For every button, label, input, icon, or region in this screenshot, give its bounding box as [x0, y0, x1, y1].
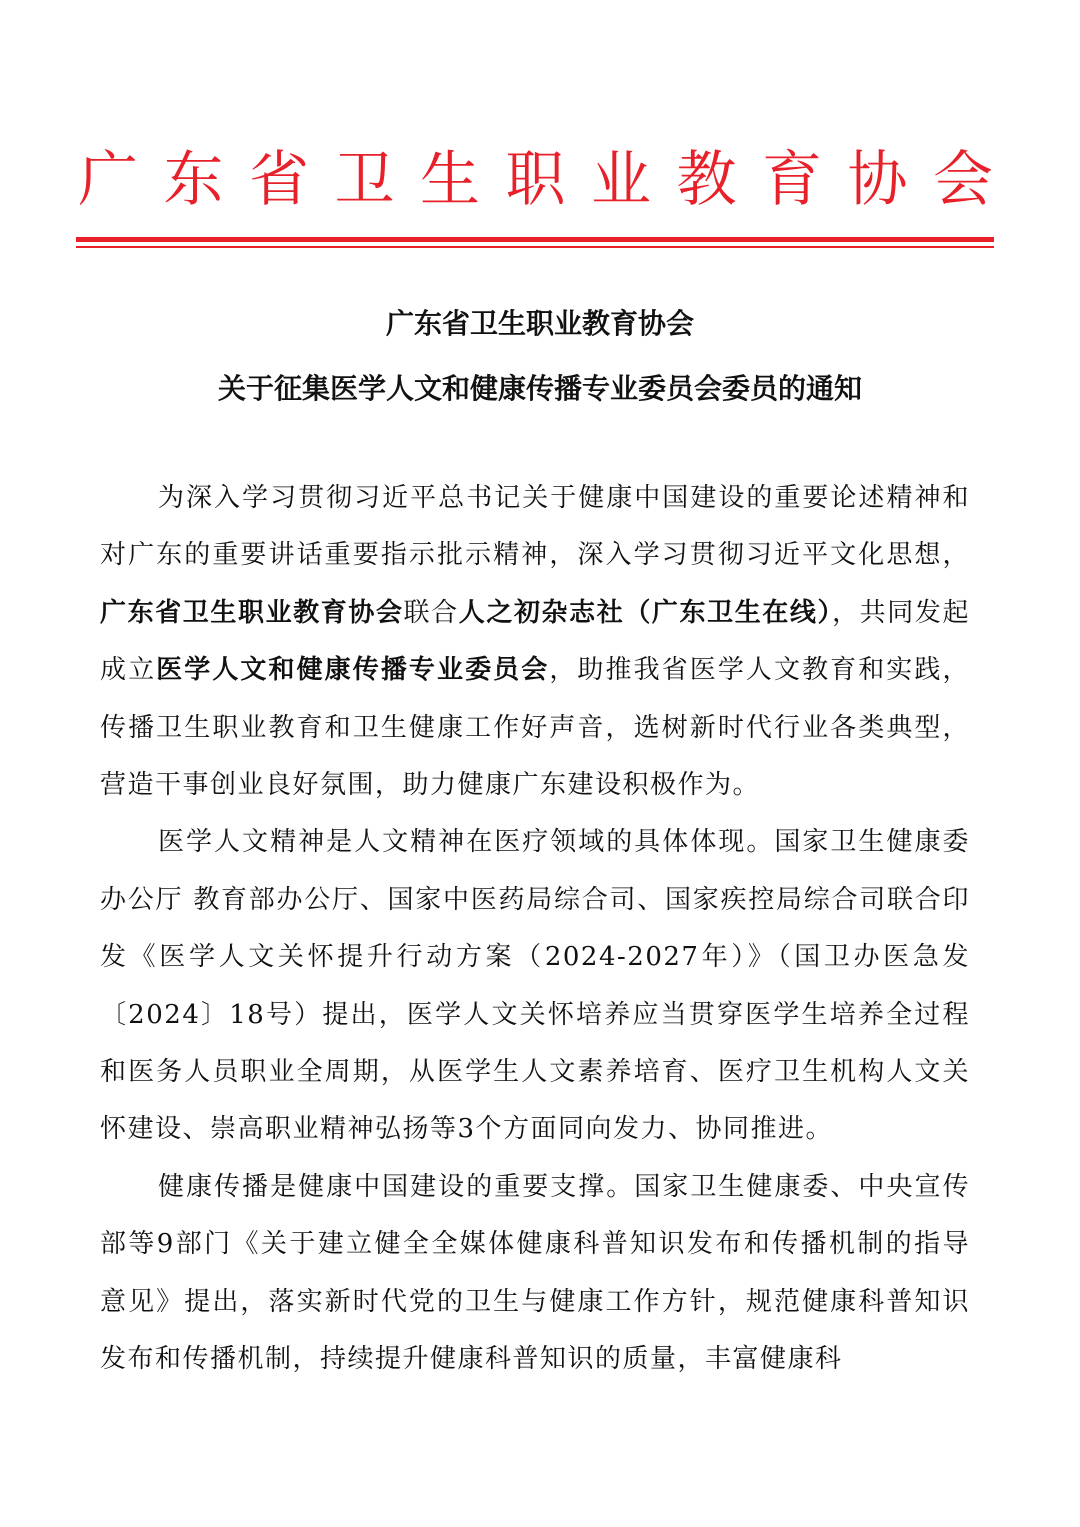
letterhead-char: 卫	[334, 145, 395, 215]
document-title-line-2: 关于征集医学人文和健康传播专业委员会委员的通知	[217, 372, 862, 405]
letterhead-char: 教	[676, 145, 737, 215]
paragraph-2: 医学人文精神是人文精神在医疗领域的具体体现。国家卫生健康委办公厅 教育部办公厅、国家中医药局综合司、国家疾控局综合司联合印发《医学人文关怀提升行动方案（2024-2027年）》（国卫办医急发〔2024〕18号）提出，医学人文关怀培养应当贯穿医学生培养全过程和医务人员职业全周期，从医学生人文素养培育、医疗卫生机构人文关怀建设、崇高职业精神弘扬等3个方面同向发力、协同推进。	[100, 827, 970, 1145]
paragraph-3: 健康传播是健康中国建设的重要支撑。国家卫生健康委、中央宣传部等9部门《关于建立健全全媒体健康科普知识发布和传播机制的指导意见》提出，落实新时代党的卫生与健康工作方针，规范健康科普知识发布和传播机制，持续提升健康科普知识的质量，丰富健康科	[100, 1171, 970, 1375]
paragraph-text: ，共同发起成立	[100, 597, 970, 686]
document-body	[100, 470, 970, 1389]
paragraph-text: 为深入学习贯彻习近平总书记关于健康中国建设的重要论述精神和对广东的重要讲话重要指示批示精神，深入学习贯彻习近平文化思想，	[100, 483, 970, 571]
bold-org-name: 广东省卫生职业教育协会	[100, 597, 404, 628]
letterhead-char: 广	[78, 145, 138, 215]
letterhead-char: 职	[505, 145, 566, 215]
letterhead-char: 会	[933, 145, 993, 215]
bold-committee-name: 医学人文和健康传播专业委员会	[156, 655, 550, 686]
letterhead-org-name	[78, 140, 993, 220]
letterhead-char: 育	[762, 145, 822, 215]
letterhead-char: 省	[249, 145, 309, 215]
letterhead-char: 生	[420, 145, 480, 215]
paragraph-text: 联合	[403, 597, 459, 628]
letterhead-rule-thick	[76, 237, 994, 242]
letterhead-char: 东	[163, 145, 224, 215]
letterhead-rule-thin	[76, 246, 994, 248]
bold-partner-name: 人之初杂志社（广东卫生在线）	[458, 597, 833, 628]
paragraph-1	[100, 470, 970, 814]
paragraph-text: ，助推我省医学人文教育和实践，传播卫生职业教育和卫生健康工作好声音，选树新时代行业各类典型，营造干事创业良好氛围，助力健康广东建设积极作为。	[100, 655, 970, 801]
letterhead-char: 协	[847, 145, 908, 215]
letterhead-char: 业	[591, 145, 651, 215]
document-title-line-1: 广东省卫生职业教育协会	[385, 307, 694, 340]
